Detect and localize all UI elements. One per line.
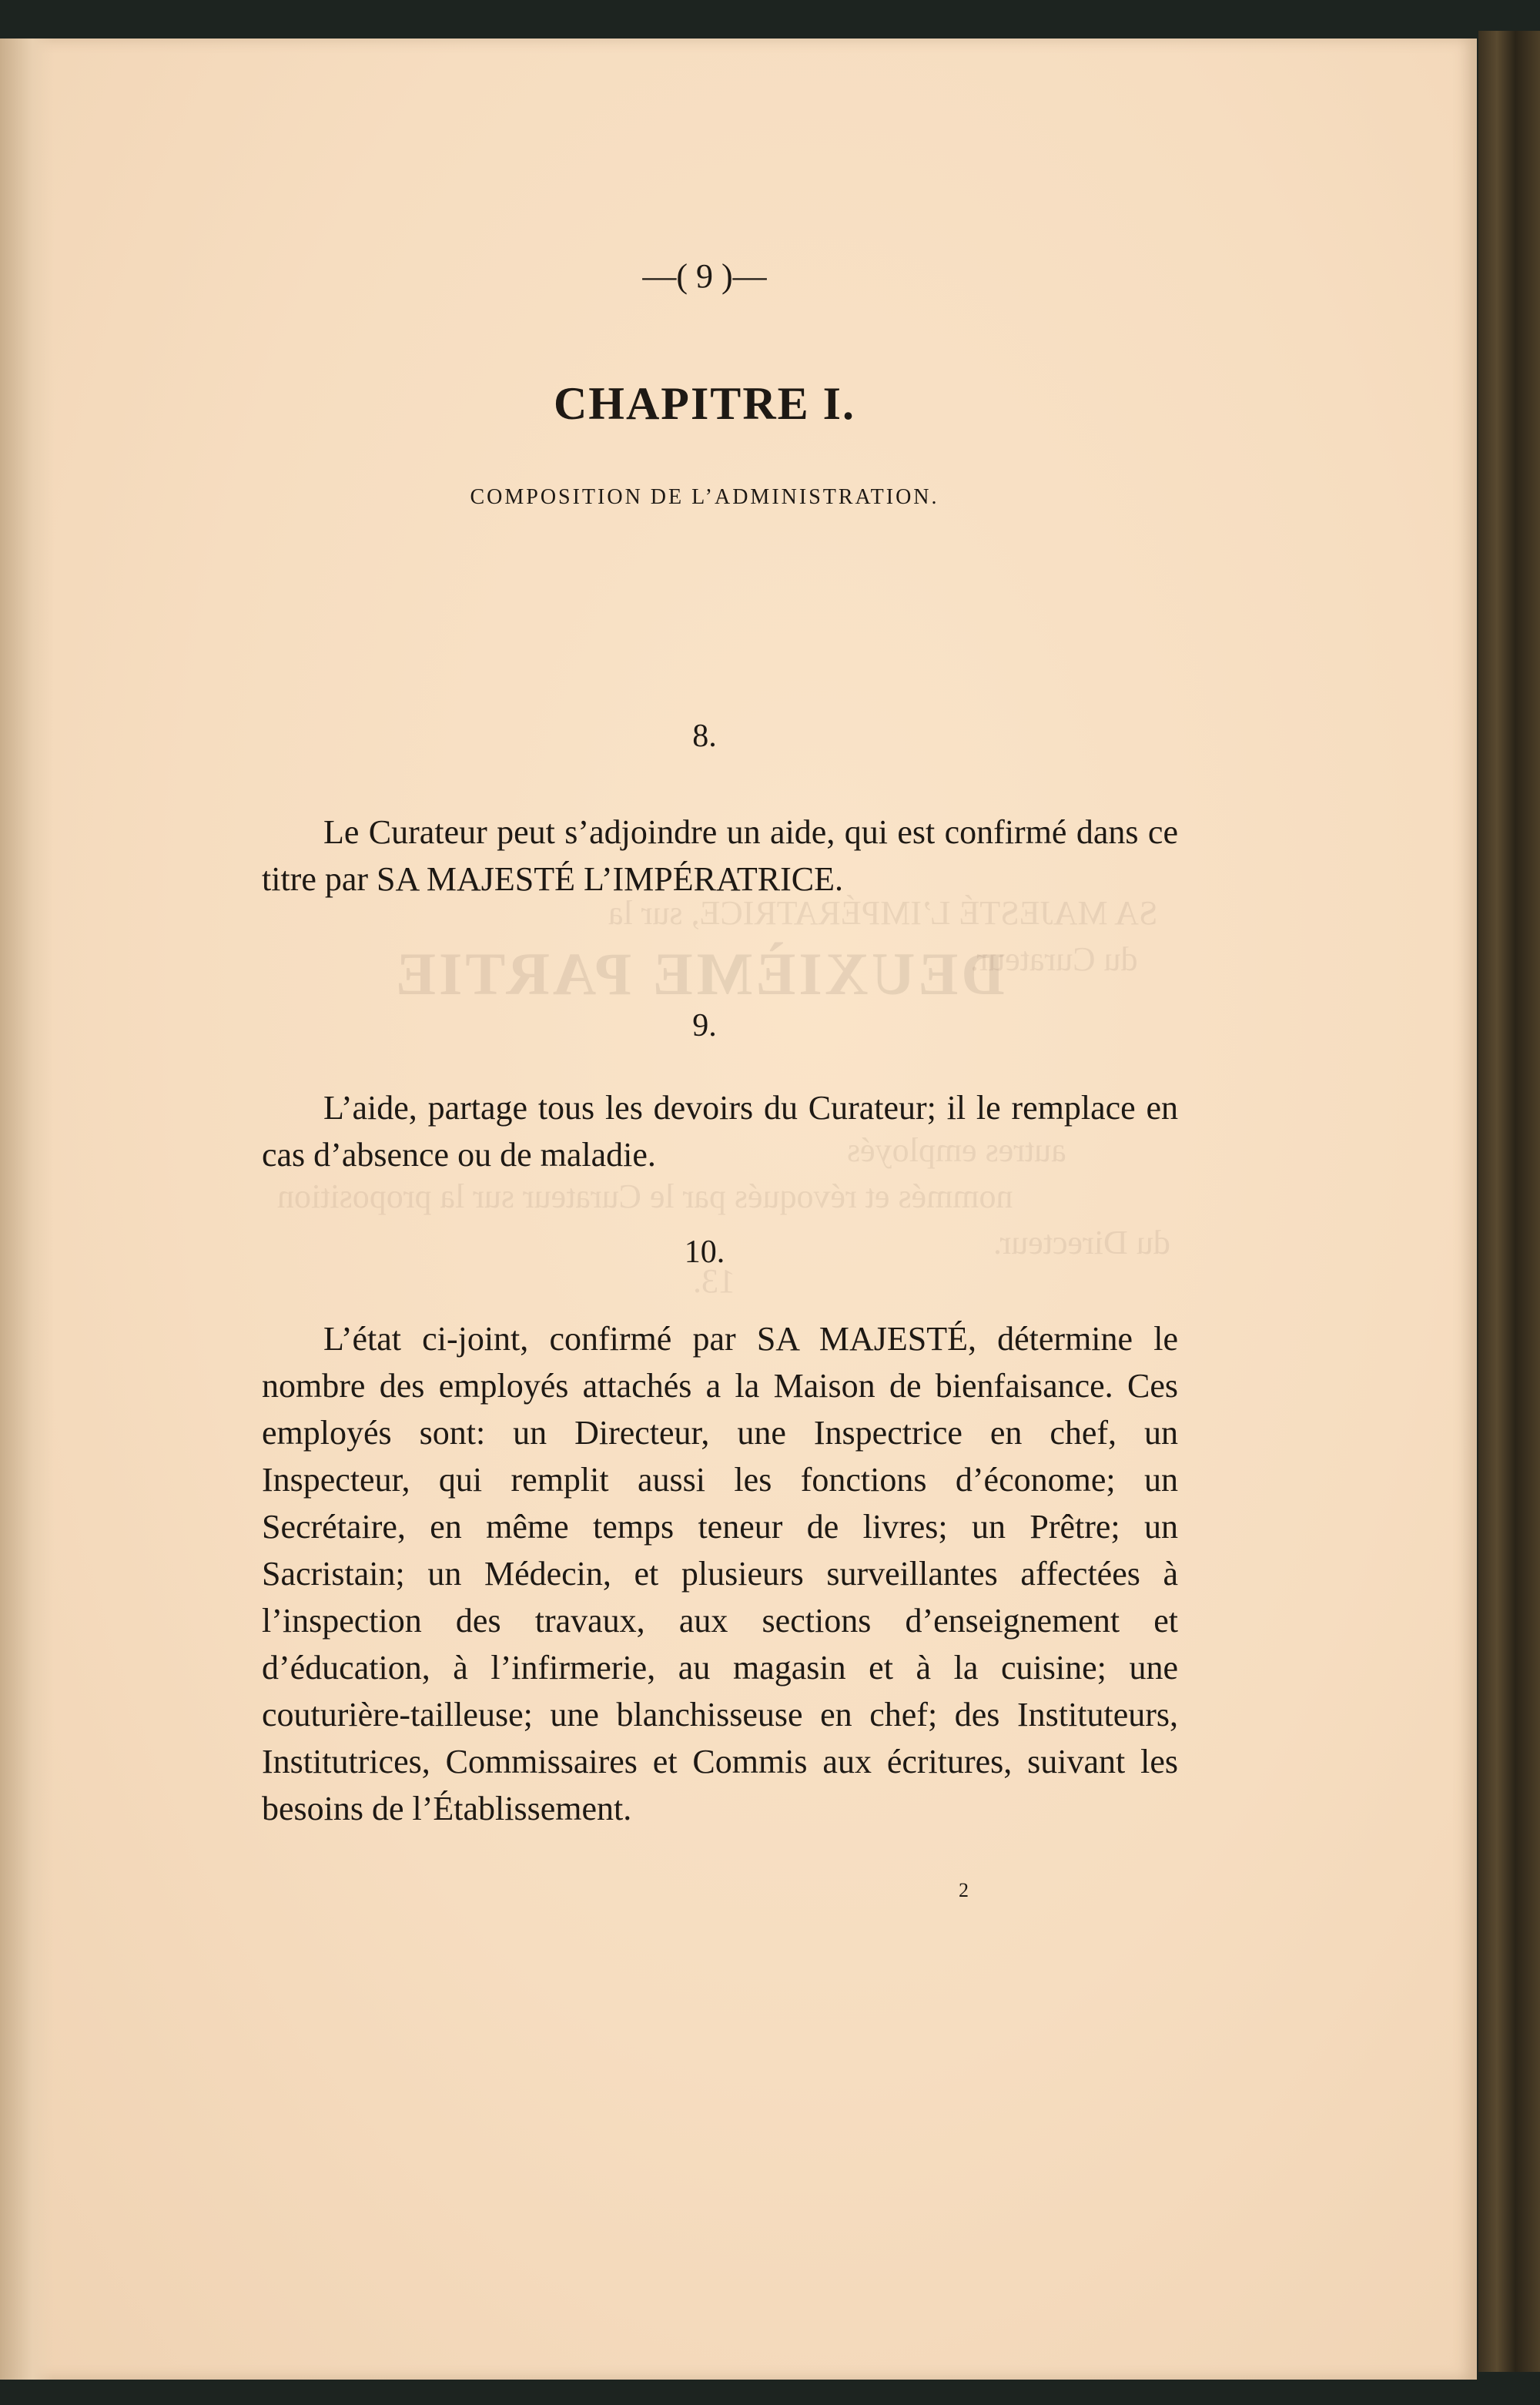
show-through-line: du Directeur. <box>993 1224 1170 1261</box>
article-number: 8. <box>692 718 717 754</box>
show-through-line: du Curateur. <box>970 940 1138 978</box>
article-number: 9. <box>692 1008 717 1043</box>
show-through-line: autres employés <box>847 1131 1066 1169</box>
page-number: —( 9 )— <box>642 257 767 295</box>
show-through-line: nommés et révoqués par le Curateur sur la proposition <box>277 1177 1013 1215</box>
article-paragraph: L’aide, partage tous les devoirs du Curateur; il le remplace en cas d’absence ou de maladie. <box>262 1089 1178 1174</box>
book-page <box>0 39 1477 2380</box>
show-through-heading: DEUXIÈME PARTIE <box>393 940 1005 1007</box>
section-heading: COMPOSITION DE L’ADMINISTRATION. <box>470 485 939 509</box>
show-through-line: 13. <box>693 1262 735 1300</box>
article-paragraph: Le Curateur peut s’adjoindre un aide, qui est confirmé dans ce titre par SA MAJESTÉ L’IMPÉRATRICE. <box>262 813 1178 898</box>
article-number: 10. <box>684 1234 725 1270</box>
signature-mark: 2 <box>959 1879 969 1901</box>
show-through-line: SA MAJESTÉ L’IMPÉRATRICE, sur la <box>608 894 1158 932</box>
chapter-title: CHAPITRE I. <box>553 378 856 429</box>
article-paragraph: L’état ci-joint, confirmé par SA MAJESTÉ, détermine le nombre des employés attachés a la Maison de bienfaisance. Ces employés sont: un Directeur, une Inspectrice en chef, un Inspecteur, qui remplit aussi les fonctions d’économe; un Secrétaire, en même temps teneur de livres; un Prêtre; un Sacristain; un Médecin, et plusieurs surveillantes affectées à l’inspection des travaux, aux sections d’enseignement et d’éducation, à l’infirmerie, au magasin et à la cuisine; une couturière-tailleuse; une blanchisseuse en chef; des Instituteurs, Institutrices, Commissaires et Commis aux écritures, suivant les besoins de l’Établissement. <box>262 1320 1178 1827</box>
book-spine-edge <box>1478 31 1540 2372</box>
